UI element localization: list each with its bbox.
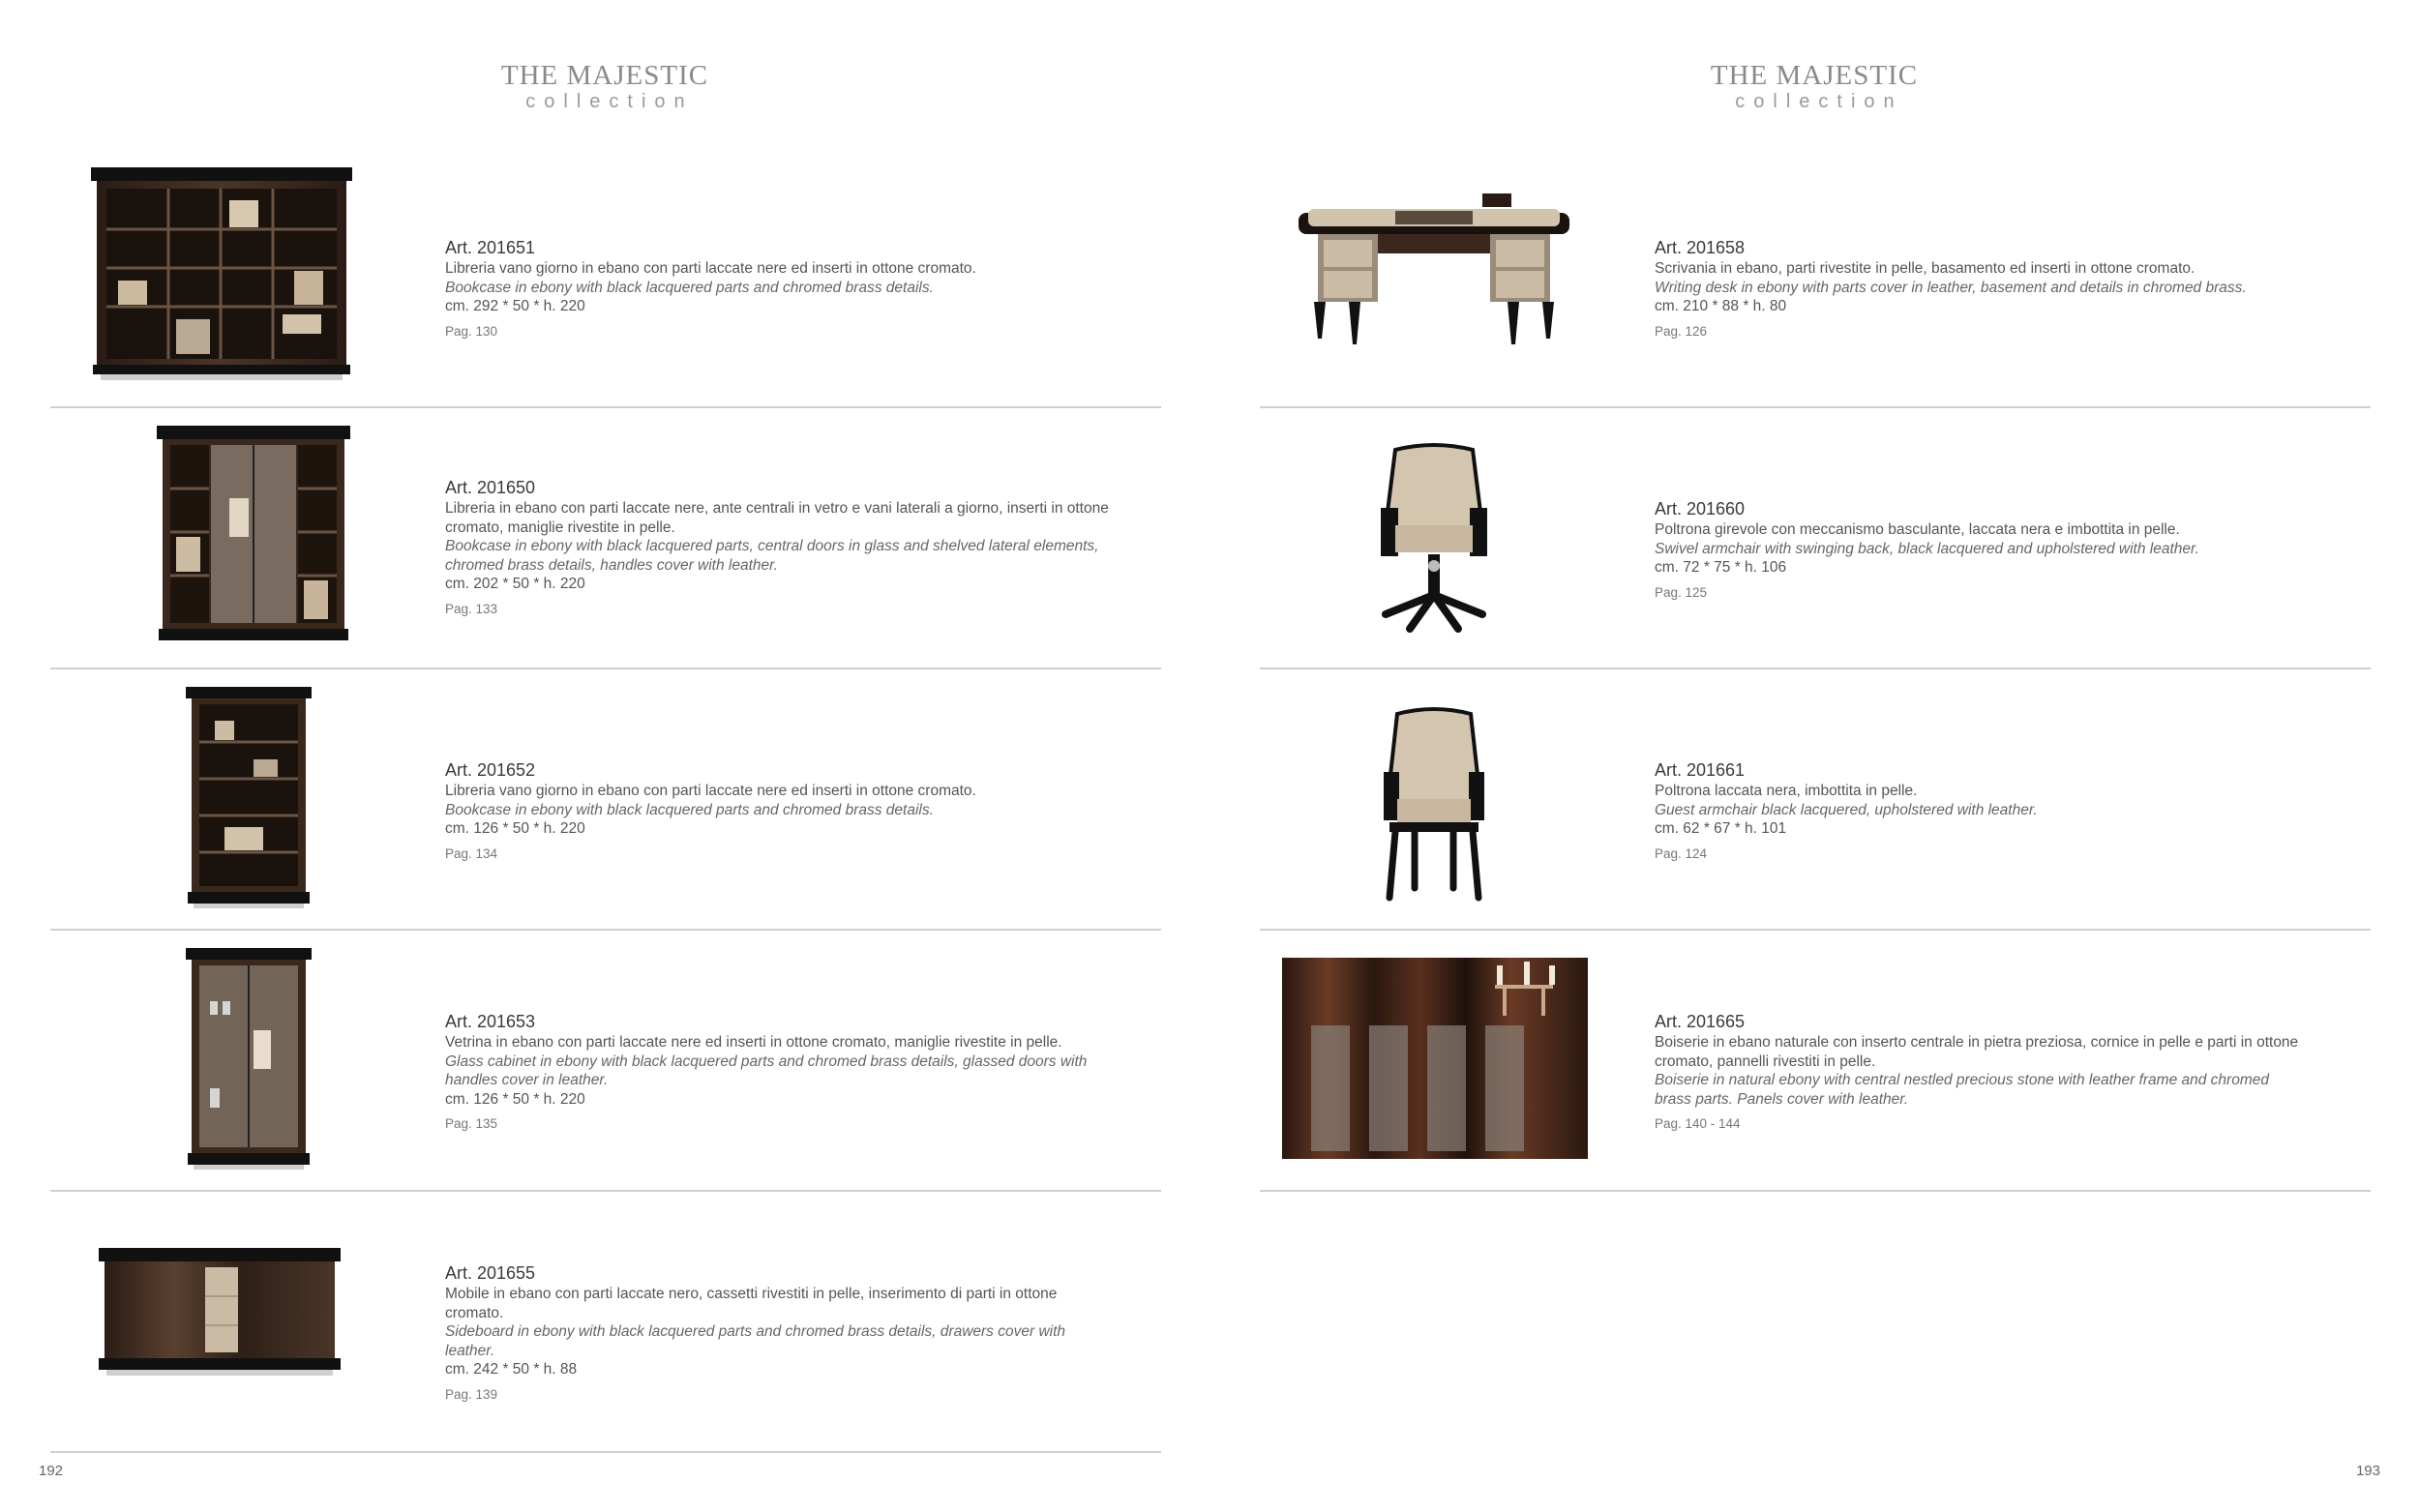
sideboard-image (79, 1238, 389, 1412)
brand-title: THE MAJESTIC (500, 60, 709, 91)
brand-title: THE MAJESTIC (1710, 60, 1919, 91)
product-info (445, 477, 1142, 618)
article-number: Art. 201665 (1655, 1012, 1746, 1031)
description-italian: Libreria vano giorno in ebano con parti laccate nere ed inserti in ottone cromato. (445, 260, 976, 277)
description-italian: Vetrina in ebano con parti laccate nere ed inserti in ottone cromato, maniglie rivestite in pelle. (445, 1034, 1062, 1051)
article-number: Art. 201658 (1655, 238, 1746, 257)
page-reference: Pag. 139 (445, 1386, 498, 1402)
page-reference: Pag. 126 (1655, 323, 1708, 339)
article-number: Art. 201655 (445, 1263, 536, 1283)
product-row (50, 406, 1161, 669)
dimensions: cm. 126 * 50 * h. 220 (445, 820, 585, 837)
dimensions: cm. 72 * 75 * h. 106 (1655, 559, 1787, 576)
article-number: Art. 201653 (445, 1012, 536, 1031)
product-info (445, 759, 1142, 863)
product-info (1655, 237, 2351, 341)
article-number: Art. 201660 (1655, 499, 1746, 519)
bookcase-narrow-image (79, 682, 389, 919)
product-info (1655, 1011, 2351, 1133)
product-row (1260, 145, 2371, 408)
page-reference: Pag. 135 (445, 1116, 498, 1131)
product-row (1260, 929, 2371, 1192)
description-english: Glass cabinet in ebony with black lacquered parts and chromed brass details, glassed doors with handles cover in leather. (445, 1052, 1088, 1088)
product-row (1260, 667, 2371, 931)
dimensions: cm. 242 * 50 * h. 88 (445, 1361, 578, 1378)
description-italian: Poltrona laccata nera, imbottita in pelle. (1655, 783, 1918, 799)
product-info (1655, 759, 2351, 863)
writing-desk-image (1289, 184, 1598, 377)
page-reference: Pag. 130 (445, 323, 498, 339)
page-reference: Pag. 124 (1655, 845, 1708, 861)
page-reference: Pag. 134 (445, 845, 498, 861)
page-number: 193 (2355, 1463, 2380, 1479)
description-italian: Libreria in ebano con parti laccate nere, ante centrali in vetro e vani laterali a giorno, inserti in ottone cromato, maniglie rivestite in pelle. (445, 500, 1109, 536)
dimensions: cm. 126 * 50 * h. 220 (445, 1090, 585, 1108)
description-english: Guest armchair black lacquered, upholstered with leather. (1655, 801, 2038, 818)
page-reference: Pag. 125 (1655, 584, 1708, 600)
guest-armchair-image (1289, 704, 1598, 907)
dimensions: cm. 210 * 88 * h. 80 (1655, 298, 1787, 314)
article-number: Art. 201661 (1655, 760, 1746, 780)
collection-brand (489, 60, 721, 112)
article-number: Art. 201651 (445, 238, 536, 257)
product-row (50, 145, 1161, 408)
description-italian: Libreria vano giorno in ebano con parti laccate nere ed inserti in ottone cromato. (445, 783, 976, 799)
description-english: Sideboard in ebony with black lacquered parts and chromed brass details, drawers cover with leather. (445, 1323, 1066, 1359)
dimensions: cm. 62 * 67 * h. 101 (1655, 820, 1787, 837)
description-italian: Mobile in ebano con parti laccate nero, cassetti rivestiti in pelle, inserimento di parti in ottone cromato. (445, 1286, 1058, 1321)
product-info (1655, 498, 2351, 602)
description-english: Bookcase in ebony with black lacquered parts and chromed brass details. (445, 279, 934, 296)
bookcase-glass-doors-image (79, 421, 389, 658)
brand-subtitle: collection (525, 91, 694, 112)
description-italian: Scrivania in ebano, parti rivestite in pelle, basamento ed inserti in ottone cromato. (1655, 260, 2195, 277)
boiserie-image (1282, 958, 1592, 1159)
product-row (50, 929, 1161, 1192)
product-info (445, 1011, 1142, 1133)
product-row (1260, 406, 2371, 669)
product-info (445, 237, 1142, 341)
article-number: Art. 201652 (445, 760, 536, 780)
swivel-armchair-image (1289, 440, 1598, 643)
description-english: Writing desk in ebony with parts cover in leather, basement and details in chromed brass. (1655, 279, 2247, 296)
collection-brand (1698, 60, 1930, 112)
product-row (50, 1190, 1161, 1453)
description-english: Bookcase in ebony with black lacquered parts, central doors in glass and shelved lateral elements, chromed brass details, handles cover with leather. (445, 538, 1099, 574)
page-reference: Pag. 133 (445, 601, 498, 616)
dimensions: cm. 202 * 50 * h. 220 (445, 576, 585, 592)
description-english: Swivel armchair with swinging back, black lacquered and upholstered with leather. (1655, 540, 2199, 557)
bookcase-large-image (79, 160, 389, 392)
page-number: 192 (39, 1463, 64, 1479)
page-reference: Pag. 140 - 144 (1655, 1116, 1741, 1131)
glass-cabinet-image (79, 943, 389, 1180)
article-number: Art. 201650 (445, 478, 536, 497)
product-info (445, 1262, 1142, 1404)
brand-subtitle: collection (1735, 91, 1903, 112)
dimensions: cm. 292 * 50 * h. 220 (445, 298, 585, 314)
description-english: Bookcase in ebony with black lacquered parts and chromed brass details. (445, 801, 934, 818)
description-italian: Poltrona girevole con meccanismo basculante, laccata nera e imbottita in pelle. (1655, 521, 2180, 538)
description-italian: Boiserie in ebano naturale con inserto centrale in pietra preziosa, cornice in pelle e parti in ottone cromato, pannelli rivestiti in pelle. (1655, 1034, 2299, 1070)
product-row (50, 667, 1161, 931)
description-english: Boiserie in natural ebony with central nestled precious stone with leather frame and chromed brass parts. Panels cover with leather. (1655, 1072, 2269, 1108)
right-page (1210, 0, 2419, 1512)
